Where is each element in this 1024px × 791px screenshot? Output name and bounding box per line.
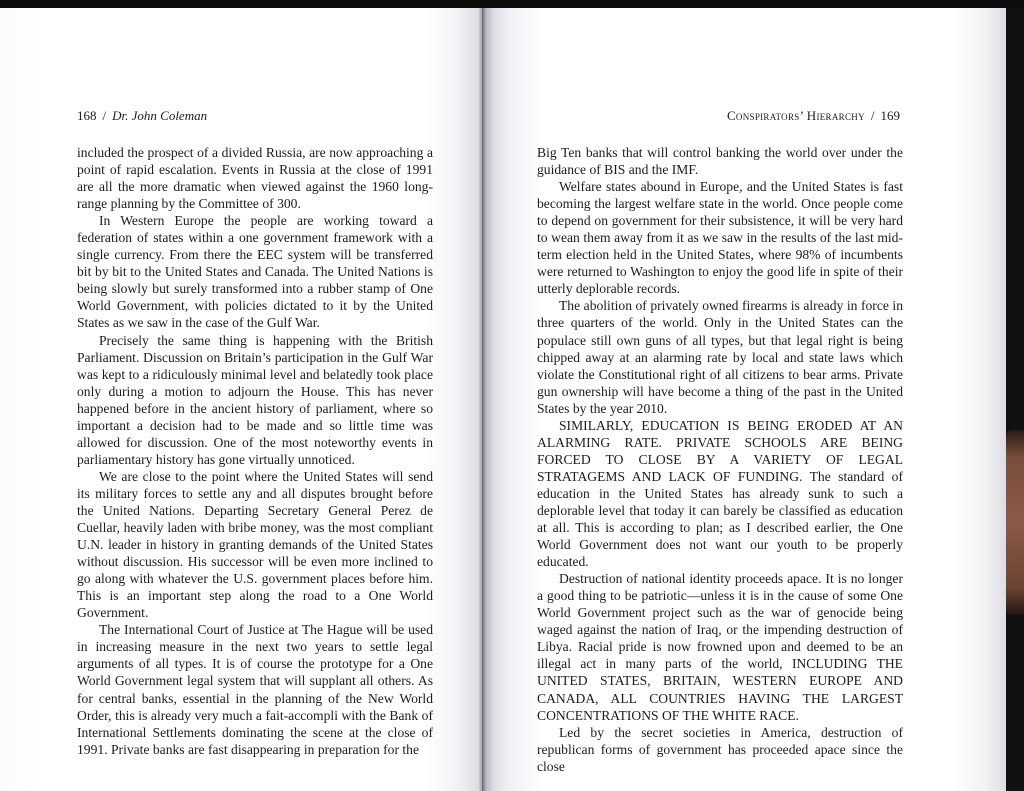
paragraph: Welfare states abound in Europe, and the United States is fast becoming the largest welfare state in the world. Once people come to depend on government for their subsistence, it will be very hard to wean them away from it as we saw in the results of the last mid-term election held in the United States, where 98% of incumbents were returned to Washington to enjoy the good life in spite of their utterly deplorable records.: [537, 179, 903, 297]
paragraph: Led by the secret societies in America, destruction of republican forms of government has proceeded apace since the close: [537, 724, 903, 774]
scan-background-edge: [1006, 8, 1024, 791]
paragraph: Destruction of national identity proceeds apace. It is no longer a good thing to be patriotic—unless it is in the cause of some One World Government project such as the war of genocide being waged against the nation of Iraq, or the impending destruction of Libya. Racial pride is now frowned upon and deemed to be an illegal act in many parts of the world, INCLUDING THE UNITED STATES, BRITAIN, WESTERN EUROPE AND CANADA, ALL COUNTRIES HAVING THE LARGEST CONCENTRATIONS OF THE WHITE RACE.: [537, 571, 903, 723]
paragraph: SIMILARLY, EDUCATION IS BEING ERODED AT AN ALARMING RATE. PRIVATE SCHOOLS ARE BEING FORCED TO CLOSE BY A VARIETY OF LEGAL STRATAGEMS AND LACK OF FUNDING. The standard of education in the United States has already sunk to such a deplorable level that today it can barely be classified as education at all. This is according to plan; as I described earlier, the One World Government does not want our youth to be properly educated.: [537, 417, 903, 570]
right-page: [482, 8, 1006, 791]
left-running-head: [77, 108, 207, 124]
running-head-separator: /: [102, 108, 107, 123]
chapter-title: Conspirators’ Hierarchy: [726, 108, 865, 123]
paragraph: In Western Europe the people are working toward a federation of states within a one government framework with a single currency. From there the EEC system will be transferred bit by bit to the United States and Canada. The United Nations is being slowly but surely transformed into a rubber stamp of One World Government, with policies dictated to it by the United States as we saw in the case of the Gulf War.: [77, 213, 433, 331]
paragraph: included the prospect of a divided Russia, are now approaching a point of rapid escalation. Events in Russia at the close of 1991 are all the more dramatic when viewed against the 1960 long-range planning by the Committee of 300.: [77, 145, 433, 212]
right-running-head: [727, 108, 900, 124]
book-spread: [0, 8, 1006, 791]
paragraph: Big Ten banks that will control banking the world over under the guidance of BIS and the IMF.: [537, 145, 903, 178]
page-number-right: 169: [880, 108, 900, 123]
holding-finger: [1006, 430, 1024, 615]
paragraph: The International Court of Justice at The Hague will be used in increasing measure in the next two years to settle legal arguments of all types. It is of course the prototype for a One World Government legal system that will supplant all others. As for central banks, essential in the planning of the New World Order, this is already very much a fait-accompli with the Bank of International Settlements dominating the scene at the close of 1991. Private banks are fast disappearing in preparation for the: [77, 622, 433, 757]
page-number-left: 168: [77, 108, 97, 123]
book-gutter: [478, 8, 486, 791]
author-name: Dr. John Coleman: [112, 108, 208, 123]
left-page: [0, 8, 482, 791]
right-body-text: [537, 144, 903, 775]
running-head-separator: /: [870, 108, 875, 123]
left-body-text: [77, 144, 433, 758]
paragraph: The abolition of privately owned firearms is already in force in three quarters of the world. Only in the United States can the populace still own guns of all types, but that legal right is being chipped away at an alarming rate by local and state laws which violate the Constitutional right of all citizens to bear arms. Private gun ownership will have become a thing of the past in the United States by the year 2010.: [537, 298, 903, 416]
paragraph: We are close to the point where the United States will send its military forces to settle any and all disputes brought before the United Nations. Departing Secretary General Perez de Cuellar, heavily laden with bribe money, was the most compliant U.N. leader in history in granting demands of the United States without discussion. His successor will be even more inclined to go along with whatever the U.S. government places before him. This is an important step along the road to a One World Government.: [77, 468, 433, 621]
paragraph: Precisely the same thing is happening with the British Parliament. Discussion on Britain’s participation in the Gulf War was kept to a ridiculously minimal level and belatedly took place only during a motion to adjourn the House. This has never happened before in the ancient history of parliament, where so important a decision had to be made and so little time was allowed for discussion. One of the most noteworthy events in parliamentary history has gone virtually unnoticed.: [77, 332, 433, 467]
